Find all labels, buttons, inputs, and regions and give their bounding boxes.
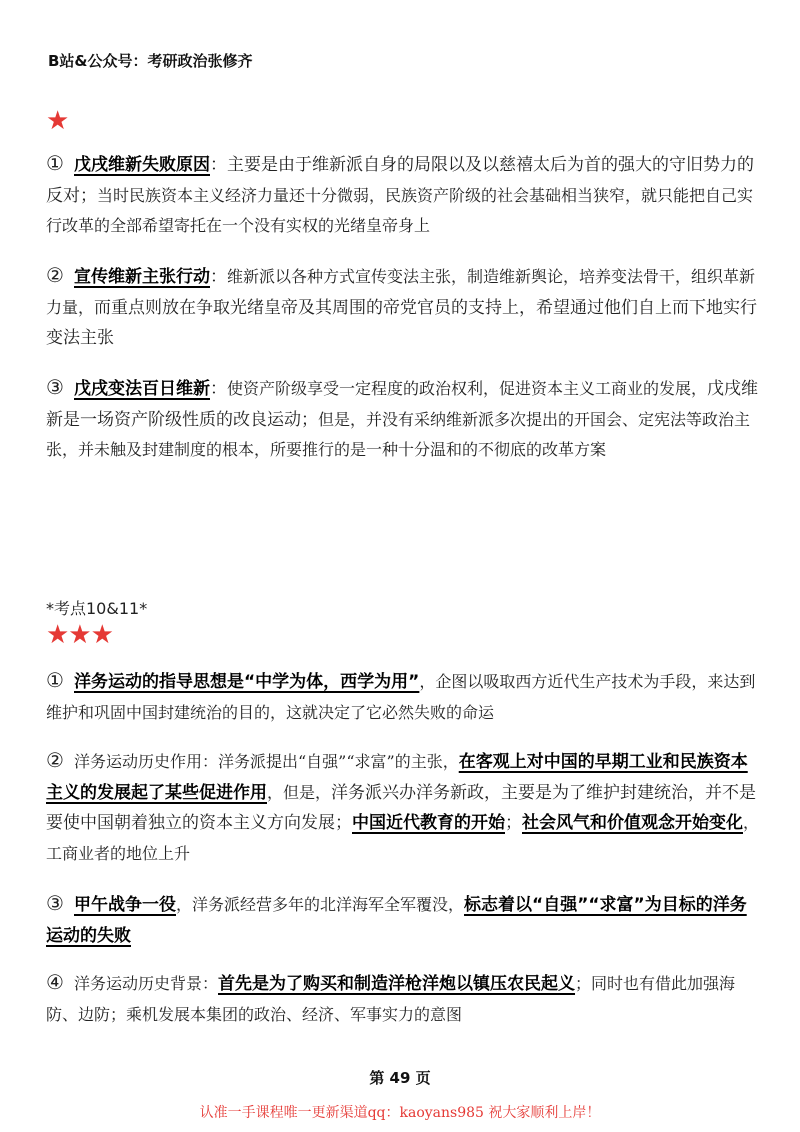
list-item — [46, 888, 762, 951]
importance-stars: ★★★ — [46, 620, 113, 650]
list-item — [46, 967, 762, 1030]
item-text: ，企图以吸取西方近代生产技术为手段，来达到维护和巩固中国封建统治的目的，这就决定了它必然失败的命运 — [46, 672, 756, 722]
item-text: ；同时也有借此加强海防、边防；乘机发展本集团的政治、经济、军事实力的意图 — [46, 974, 736, 1024]
item-text: 洋务运动历史背景： — [74, 974, 219, 993]
keyword: 中国近代教育的开始 — [352, 813, 505, 833]
keyword: 在客观上对中国的早期工业和民族资本主义的发展起了某些促进作用 — [46, 752, 748, 803]
page-number: 第 49 页 — [369, 1069, 431, 1087]
item-number: ② — [46, 748, 64, 772]
keyword: 戊戌变法百日维新 — [74, 379, 210, 399]
item-text: 但是，并没有采纳维新派多次提出的开国会、定宪法等政治主张，并未触及封建制度的根本，所要推行的是一种十分温和的不彻底的改革方案 — [46, 409, 751, 459]
item-number: ③ — [46, 375, 64, 399]
item-text: 使资产阶级享受一定程度的政治权利，促进资本主义工商业的发展， — [227, 379, 708, 398]
item-text: 洋务运动历史作用：洋务派提出“自强”“求富”的主张， — [74, 752, 459, 771]
list-item: ① 戊戌维新失败原因：主要是由于维新派自身的局限以及以慈禧太后为首的强大的守旧势力的反对；当时民族资本主义经济力量还十分微弱，民族资产阶级的社会基础相当狭窄，就只能把自己实行改革的全部希望寄托在一个没有实权的光绪皇帝身上 — [46, 148, 762, 242]
item-number: ③ — [46, 891, 64, 915]
importance-stars: ★ — [46, 106, 69, 136]
list-item: ③ 戊戌变法百日维新：使资产阶级享受一定程度的政治权利，促进资本主义工商业的发展，戊戌维新是一场资产阶级性质的改良运动；但是，并没有采纳维新派多次提出的开国会、定宪法等政治主张，并未触及封建制度的根本，所要推行的是一种十分温和的不彻底的改革方案 — [46, 372, 762, 466]
keyword: 宣传维新主张行动 — [74, 267, 210, 287]
item-number: ① — [46, 668, 64, 692]
section-label: *考点10&11* — [46, 599, 148, 618]
keyword: 社会风气和价值观念开始变化 — [522, 813, 743, 833]
item-number: ② — [46, 263, 64, 287]
item-number: ① — [46, 151, 64, 175]
page-header: B站&公众号：考研政治张修齐 — [48, 52, 253, 70]
keyword: 首先是为了购买和制造洋枪洋炮以镇压农民起义 — [218, 974, 576, 994]
item-text: ，工商业者的地位上升 — [46, 813, 760, 863]
list-item: ② 洋务运动历史作用：洋务派提出“自强”“求富”的主张，在客观上对中国的早期工业和民族资本主义的发展起了某些促进作用，但是，洋务派兴办洋务新政，主要是为了维护封建统治，并不是要使中国朝着独立的资本主义方向发展；中国近代教育的开始；社会风气和价值观念开始变化，工商业者的地位上升 — [46, 745, 762, 869]
list-item: ② 宣传维新主张行动：维新派以各种方式宣传变法主张，制造维新舆论，培养变法骨干，组织革新力量，而重点则放在争取光绪皇帝及其周围的帝党官员的支持上，希望通过他们自上而下地实行变法主张 — [46, 260, 762, 354]
footer-note: 认准一手课程唯一更新渠道qq：kaoyans985 祝大家顺利上岸！ — [199, 1105, 601, 1121]
item-number: ④ — [46, 970, 64, 994]
item-text: 当时民族资本主义经济力量还十分微弱，民族资产阶级的社会基础相当狭窄，就只能把自己实行改革的全部希望寄托在一个没有实权的光绪皇帝身上 — [46, 185, 754, 235]
keyword: 洋务运动的指导思想是“中学为体，西学为用” — [74, 672, 420, 692]
keyword: 戊戌维新失败原因 — [74, 155, 210, 175]
item-text: 洋务派兴办洋务新政，主要是为了维护封建统治，并不是要使中国朝着独立的资本主义方向发展； — [46, 782, 757, 833]
item-text: ，洋务派经营多年的北洋海军全军覆没， — [176, 895, 465, 914]
item-text: 维新派以各种方式宣传变法主张，制造维新舆论，培养变法骨干，组织革新力量， — [46, 267, 756, 317]
list-item — [46, 665, 762, 728]
item-text: 主要是由于维新派自身的局限以及以慈禧太后为首的强大的守旧势力的反对； — [46, 155, 754, 206]
item-text: 而重点则放在争取光绪皇帝及其周围的帝党官员的支持上，希望通过他们自上而下地实行变法主张 — [46, 297, 758, 348]
item-text: 戊戌维新是一场资产阶级性质的改良运动； — [46, 379, 759, 430]
keyword: 甲午战争一役 — [74, 895, 176, 915]
keyword: 标志着以“自强”“求富”为目标的洋务运动的失败 — [46, 895, 747, 946]
